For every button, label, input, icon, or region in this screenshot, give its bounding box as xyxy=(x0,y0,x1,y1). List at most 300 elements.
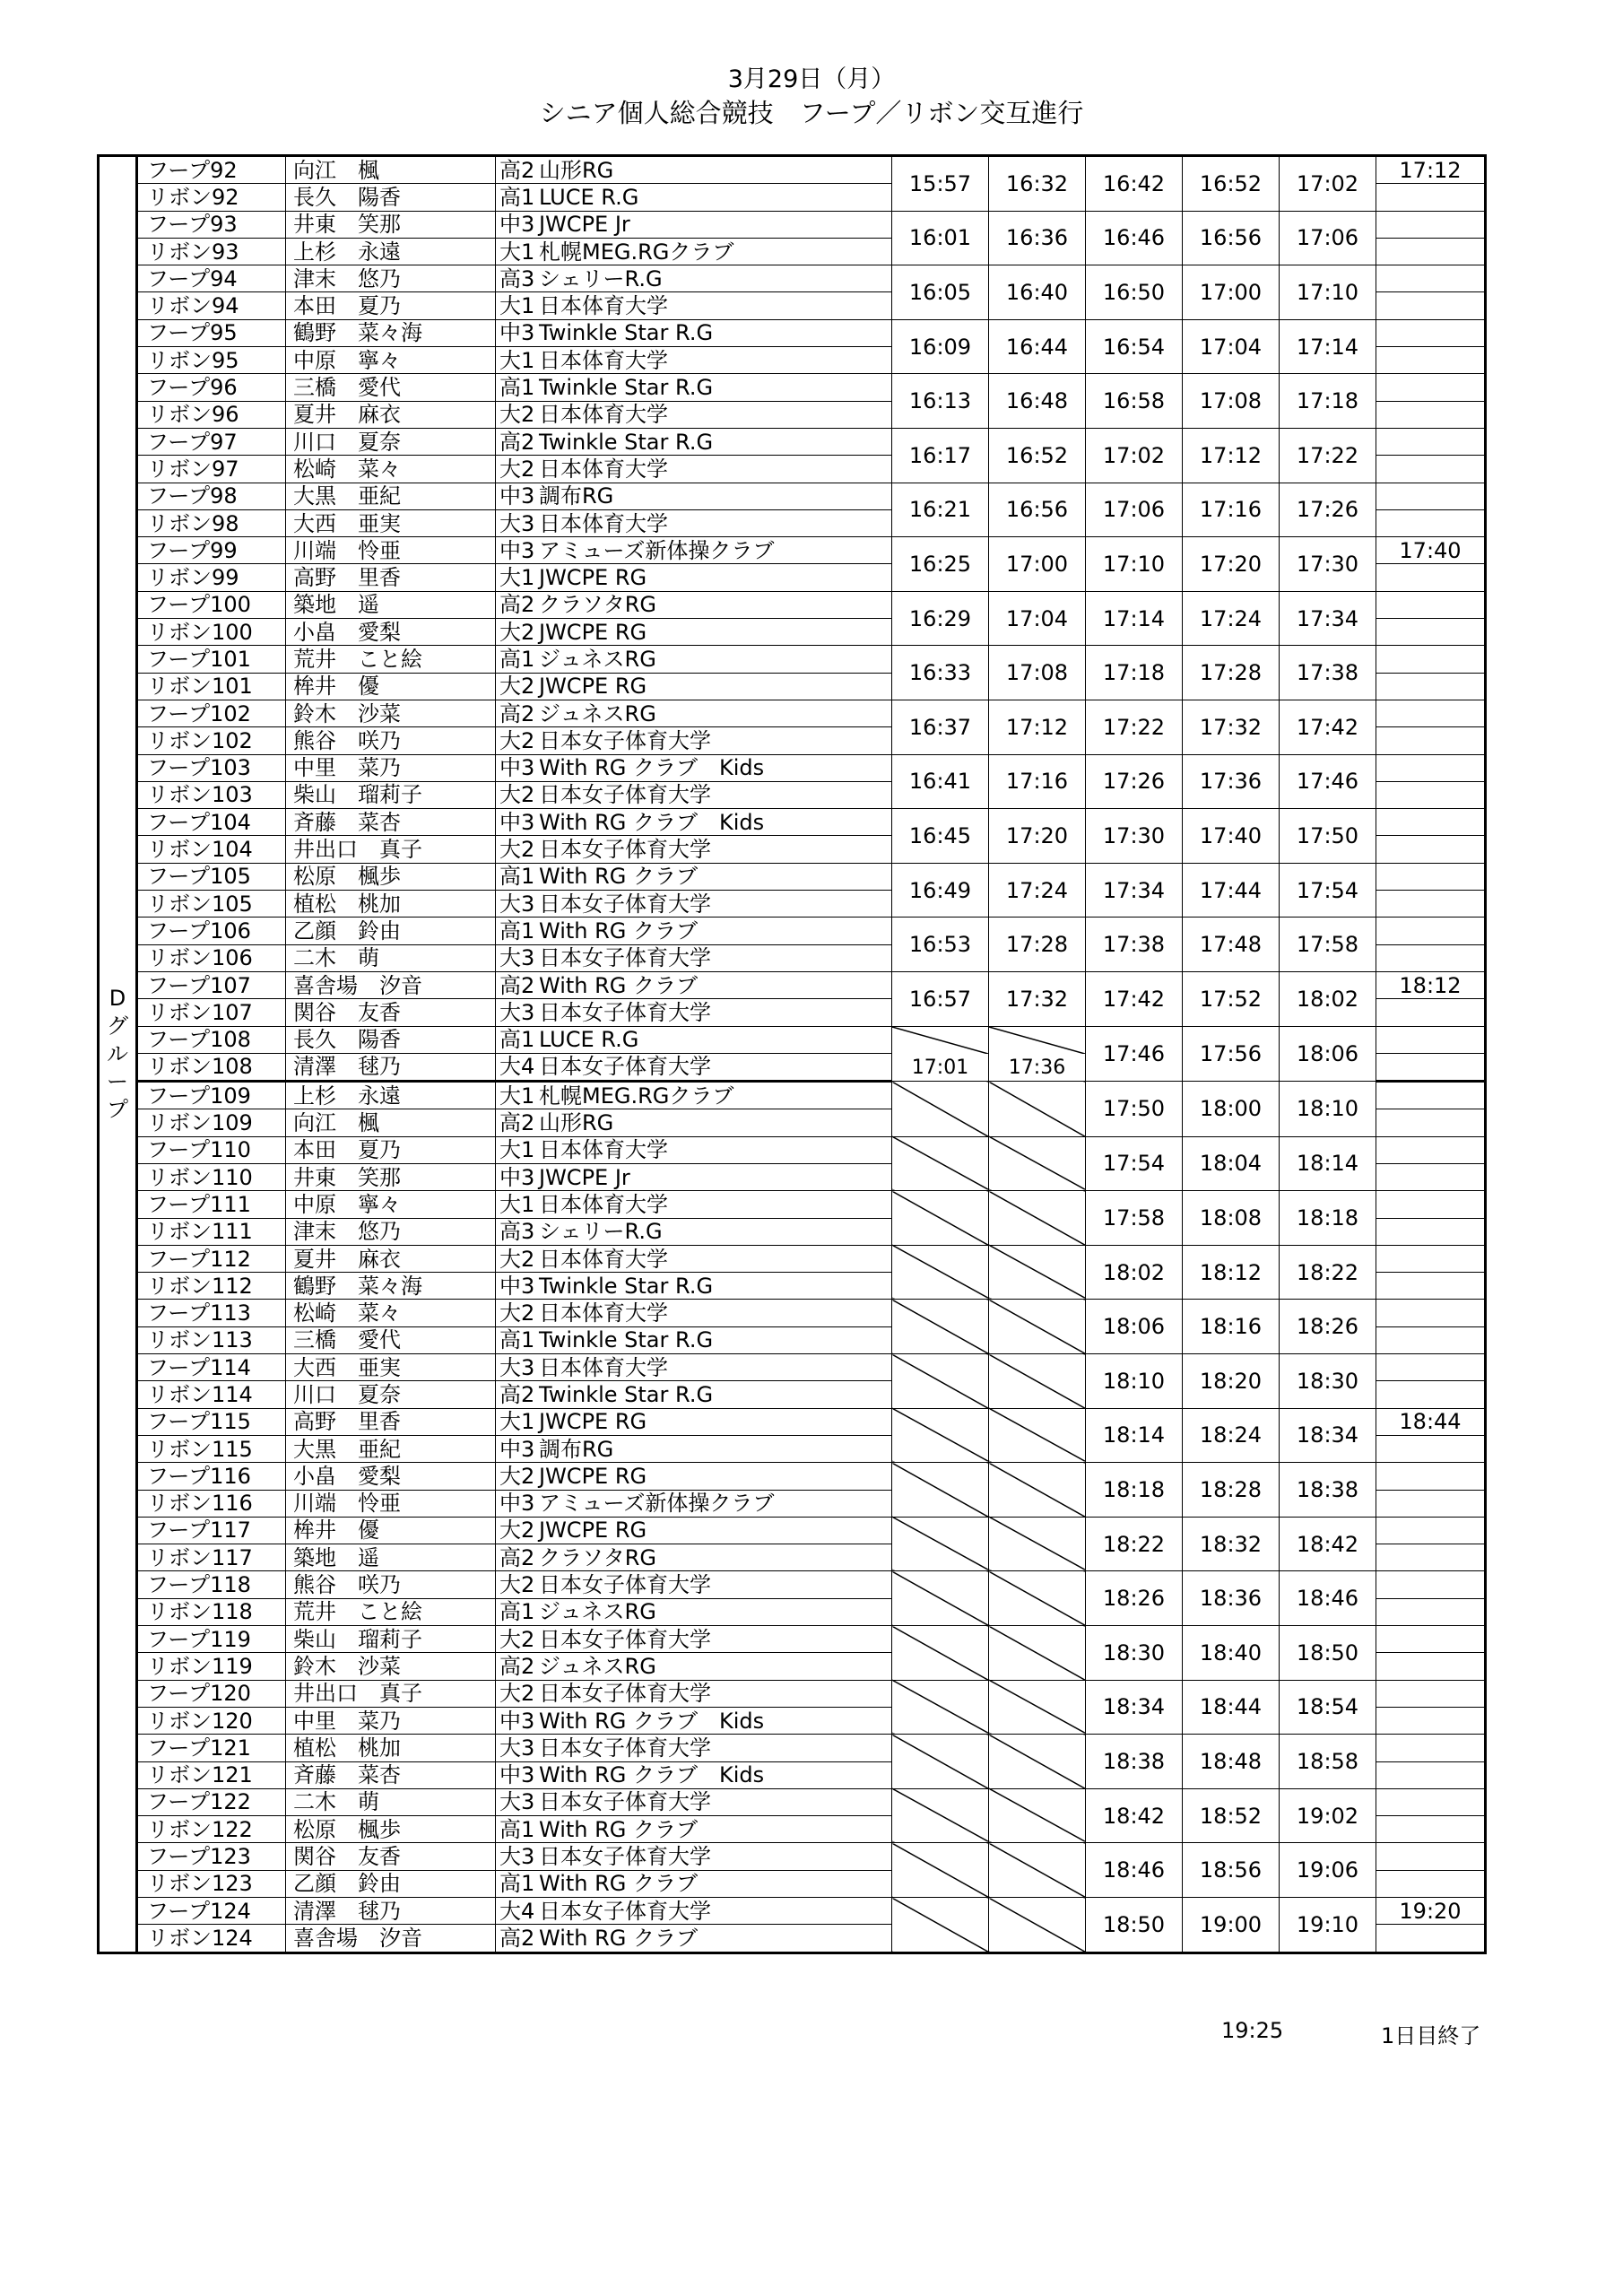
athlete-name: 大西 亜実 xyxy=(286,1354,496,1381)
event-cell: フープ98 xyxy=(137,483,286,509)
time-cell: 16:50 xyxy=(1086,265,1183,320)
athlete-name: 小畠 愛梨 xyxy=(286,619,496,646)
time-cell: 17:16 xyxy=(1183,483,1280,537)
time-cell-empty xyxy=(989,1735,1086,1789)
time-cell-empty xyxy=(892,1408,989,1463)
end-time-cell xyxy=(1376,1925,1486,1952)
grade-cell: 高2 xyxy=(496,591,538,618)
club-name: 調布RG xyxy=(537,1435,892,1462)
time-cell-empty xyxy=(989,1191,1086,1246)
time-cell: 16:58 xyxy=(1086,374,1183,429)
event-cell: フープ103 xyxy=(137,754,286,781)
club-name: ジュネスRG xyxy=(537,1598,892,1625)
grade-cell: 大3 xyxy=(496,999,538,1026)
event-cell: リボン93 xyxy=(137,238,286,265)
club-name: JWCPE RG xyxy=(537,1408,892,1435)
final-time: 19:25 xyxy=(1221,2018,1284,2043)
end-time-cell xyxy=(1376,646,1486,673)
club-name: With RG クラブ xyxy=(537,918,892,944)
event-cell: リボン111 xyxy=(137,1218,286,1245)
time-cell-empty xyxy=(989,1843,1086,1898)
time-cell: 17:24 xyxy=(989,863,1086,918)
time-cell: 17:00 xyxy=(989,537,1086,592)
end-time-cell xyxy=(1376,1245,1486,1272)
time-cell-empty xyxy=(892,1898,989,1953)
club-name: 日本女子体育大学 xyxy=(537,1571,892,1598)
club-name: 日本女子体育大学 xyxy=(537,891,892,918)
event-cell: リボン108 xyxy=(137,1053,286,1081)
event-cell: リボン100 xyxy=(137,619,286,646)
time-cell: 18:52 xyxy=(1183,1788,1280,1843)
grade-cell: 高1 xyxy=(496,184,538,211)
grade-cell: 高1 xyxy=(496,374,538,401)
time-cell: 17:26 xyxy=(1086,754,1183,809)
athlete-name: 清澤 毬乃 xyxy=(286,1053,496,1081)
end-time-cell xyxy=(1376,619,1486,646)
grade-cell: 大1 xyxy=(496,238,538,265)
event-cell: フープ105 xyxy=(137,863,286,890)
club-name: 日本女子体育大学 xyxy=(537,836,892,863)
end-time-cell xyxy=(1376,1598,1486,1625)
table-row xyxy=(99,1788,1486,1815)
athlete-name: 乙顔 鈴由 xyxy=(286,918,496,944)
time-cell: 17:00 xyxy=(1183,265,1280,320)
end-time-cell xyxy=(1376,1082,1486,1109)
table-row xyxy=(99,1245,1486,1272)
event-cell: リボン104 xyxy=(137,836,286,863)
event-cell: リボン101 xyxy=(137,673,286,700)
time-cell: 18:46 xyxy=(1280,1571,1376,1626)
time-cell: 18:18 xyxy=(1086,1463,1183,1518)
athlete-name: 築地 遥 xyxy=(286,1544,496,1571)
athlete-name: 関谷 友香 xyxy=(286,999,496,1026)
grade-cell: 大2 xyxy=(496,1680,538,1707)
grade-cell: 高3 xyxy=(496,265,538,292)
athlete-name: 二木 萌 xyxy=(286,1788,496,1815)
time-cell: 17:38 xyxy=(1086,918,1183,972)
end-time-cell xyxy=(1376,211,1486,238)
time-cell: 17:08 xyxy=(1183,374,1280,429)
end-time-cell xyxy=(1376,1653,1486,1680)
time-cell-empty xyxy=(892,1626,989,1681)
time-cell: 16:53 xyxy=(892,918,989,972)
athlete-name: 井出口 真子 xyxy=(286,836,496,863)
event-cell: フープ97 xyxy=(137,428,286,455)
grade-cell: 高1 xyxy=(496,1598,538,1625)
club-name: アミューズ新体操クラブ xyxy=(537,537,892,564)
grade-cell: 大2 xyxy=(496,673,538,700)
grade-cell: 大2 xyxy=(496,619,538,646)
end-time-cell: 18:12 xyxy=(1376,971,1486,998)
event-cell: フープ101 xyxy=(137,646,286,673)
table-row xyxy=(99,1571,1486,1598)
time-cell: 19:02 xyxy=(1280,1788,1376,1843)
club-name: Twinkle Star R.G xyxy=(537,319,892,346)
athlete-name: 植松 桃加 xyxy=(286,891,496,918)
time-cell: 16:46 xyxy=(1086,211,1183,265)
end-time-cell xyxy=(1376,944,1486,971)
time-cell: 17:08 xyxy=(989,646,1086,700)
time-cell-empty xyxy=(989,1408,1086,1463)
grade-cell: 高2 xyxy=(496,1544,538,1571)
time-cell: 18:18 xyxy=(1280,1191,1376,1246)
end-time-cell xyxy=(1376,1053,1486,1081)
time-cell: 17:02 xyxy=(1280,156,1376,212)
time-cell-empty xyxy=(989,1136,1086,1191)
club-name: Twinkle Star R.G xyxy=(537,428,892,455)
event-cell: リボン97 xyxy=(137,456,286,483)
athlete-name: 築地 遥 xyxy=(286,591,496,618)
grade-cell: 中3 xyxy=(496,1761,538,1788)
time-cell-empty xyxy=(989,1626,1086,1681)
table-row xyxy=(99,1843,1486,1870)
athlete-name: 松原 楓歩 xyxy=(286,1816,496,1843)
grade-cell: 大2 xyxy=(496,727,538,754)
end-time-cell xyxy=(1376,891,1486,918)
time-cell: 17:30 xyxy=(1280,537,1376,592)
end-time-cell xyxy=(1376,673,1486,700)
athlete-name: 本田 夏乃 xyxy=(286,1136,496,1163)
end-time-cell xyxy=(1376,374,1486,401)
time-cell: 16:45 xyxy=(892,809,989,864)
grade-cell: 大2 xyxy=(496,1463,538,1490)
time-cell-empty xyxy=(989,1463,1086,1518)
table-row xyxy=(99,374,1486,401)
club-name: Twinkle Star R.G xyxy=(537,1381,892,1408)
time-cell-empty xyxy=(892,1082,989,1137)
grade-cell: 大3 xyxy=(496,1843,538,1870)
athlete-name: 斉藤 菜杏 xyxy=(286,1761,496,1788)
table-row xyxy=(99,918,1486,944)
athlete-name: 大黒 亜紀 xyxy=(286,1435,496,1462)
time-cell: 17:34 xyxy=(1280,591,1376,646)
club-name: 日本女子体育大学 xyxy=(537,781,892,808)
grade-cell: 大3 xyxy=(496,1354,538,1381)
time-cell-empty xyxy=(892,1680,989,1735)
time-cell: 18:58 xyxy=(1280,1735,1376,1789)
time-cell-empty xyxy=(892,1463,989,1518)
club-name: シェリーR.G xyxy=(537,1218,892,1245)
time-cell: 16:32 xyxy=(989,156,1086,212)
event-cell: フープ116 xyxy=(137,1463,286,1490)
event-cell: フープ117 xyxy=(137,1517,286,1544)
club-name: 日本体育大学 xyxy=(537,401,892,428)
club-name: With RG クラブ Kids xyxy=(537,754,892,781)
end-time-cell xyxy=(1376,700,1486,726)
club-name: 日本体育大学 xyxy=(537,1136,892,1163)
club-name: 札幌MEG.RGクラブ xyxy=(537,238,892,265)
time-cell: 16:40 xyxy=(989,265,1086,320)
grade-cell: 大3 xyxy=(496,944,538,971)
end-time-cell xyxy=(1376,1490,1486,1517)
club-name: 山形RG xyxy=(537,1109,892,1136)
time-cell-empty xyxy=(892,1517,989,1571)
athlete-name: 熊谷 咲乃 xyxy=(286,1571,496,1598)
grade-cell: 大4 xyxy=(496,1053,538,1081)
time-cell: 18:02 xyxy=(1086,1245,1183,1300)
time-cell-empty xyxy=(989,1354,1086,1409)
event-cell: リボン105 xyxy=(137,891,286,918)
time-cell: 18:10 xyxy=(1280,1082,1376,1137)
grade-cell: 中3 xyxy=(496,1163,538,1190)
grade-cell: 高2 xyxy=(496,1925,538,1952)
event-cell: リボン122 xyxy=(137,1816,286,1843)
time-cell-empty xyxy=(892,1788,989,1843)
athlete-name: 荒井 こと絵 xyxy=(286,646,496,673)
athlete-name: 本田 夏乃 xyxy=(286,292,496,319)
time-cell: 17:06 xyxy=(1280,211,1376,265)
end-time-cell xyxy=(1376,184,1486,211)
end-time-cell xyxy=(1376,564,1486,591)
athlete-name: 大西 亜実 xyxy=(286,509,496,536)
time-cell: 17:42 xyxy=(1280,700,1376,754)
athlete-name: 松原 楓歩 xyxy=(286,863,496,890)
grade-cell: 大2 xyxy=(496,401,538,428)
time-cell: 18:10 xyxy=(1086,1354,1183,1409)
time-cell: 16:17 xyxy=(892,428,989,483)
grade-cell: 大1 xyxy=(496,347,538,374)
time-cell: 17:40 xyxy=(1183,809,1280,864)
time-cell: 18:24 xyxy=(1183,1408,1280,1463)
table-row xyxy=(99,646,1486,673)
grade-cell: 高2 xyxy=(496,1653,538,1680)
table-row xyxy=(99,1082,1486,1109)
club-name: With RG クラブ xyxy=(537,1816,892,1843)
time-cell: 17:54 xyxy=(1280,863,1376,918)
athlete-name: 鈴木 沙菜 xyxy=(286,1653,496,1680)
club-name: 日本女子体育大学 xyxy=(537,1735,892,1761)
grade-cell: 大3 xyxy=(496,1788,538,1815)
athlete-name: 中原 寧々 xyxy=(286,347,496,374)
event-cell: フープ121 xyxy=(137,1735,286,1761)
grade-cell: 大1 xyxy=(496,1191,538,1218)
table-row xyxy=(99,1300,1486,1326)
end-time-cell xyxy=(1376,918,1486,944)
time-cell-empty xyxy=(892,1136,989,1191)
club-name: 日本女子体育大学 xyxy=(537,727,892,754)
athlete-name: 井東 笑那 xyxy=(286,211,496,238)
event-cell: フープ124 xyxy=(137,1898,286,1925)
end-time-cell xyxy=(1376,1463,1486,1490)
end-time-cell: 17:40 xyxy=(1376,537,1486,564)
athlete-name: 小畠 愛梨 xyxy=(286,1463,496,1490)
time-cell-empty xyxy=(989,1898,1086,1953)
time-cell: 17:20 xyxy=(1183,537,1280,592)
athlete-name: 中原 寧々 xyxy=(286,1191,496,1218)
event-cell: フープ95 xyxy=(137,319,286,346)
event-cell: フープ113 xyxy=(137,1300,286,1326)
end-time-cell xyxy=(1376,428,1486,455)
event-cell: リボン121 xyxy=(137,1761,286,1788)
end-time-cell xyxy=(1376,1326,1486,1353)
time-cell: 16:52 xyxy=(989,428,1086,483)
table-row xyxy=(99,700,1486,726)
club-name: JWCPE RG xyxy=(537,673,892,700)
end-time-cell xyxy=(1376,809,1486,836)
end-time-cell xyxy=(1376,292,1486,319)
time-cell-empty xyxy=(892,1735,989,1789)
end-time-cell xyxy=(1376,319,1486,346)
grade-cell: 高1 xyxy=(496,863,538,890)
club-name: Twinkle Star R.G xyxy=(537,1273,892,1300)
event-cell: フープ104 xyxy=(137,809,286,836)
athlete-name: 清澤 毬乃 xyxy=(286,1898,496,1925)
end-time-cell xyxy=(1376,781,1486,808)
grade-cell: 高2 xyxy=(496,156,538,184)
grade-cell: 高1 xyxy=(496,1026,538,1053)
end-time-cell xyxy=(1376,456,1486,483)
time-cell: 18:42 xyxy=(1086,1788,1183,1843)
end-time-cell xyxy=(1376,1109,1486,1136)
athlete-name: 桙井 優 xyxy=(286,673,496,700)
end-time-cell xyxy=(1376,1788,1486,1815)
time-cell: 18:20 xyxy=(1183,1354,1280,1409)
time-cell: 17:46 xyxy=(1086,1026,1183,1082)
time-cell: 18:42 xyxy=(1280,1517,1376,1571)
time-cell: 16:09 xyxy=(892,319,989,374)
event-cell: リボン113 xyxy=(137,1326,286,1353)
event-cell: リボン112 xyxy=(137,1273,286,1300)
grade-cell: 大2 xyxy=(496,456,538,483)
club-name: 日本体育大学 xyxy=(537,347,892,374)
table-row xyxy=(99,1517,1486,1544)
grade-cell: 大3 xyxy=(496,891,538,918)
event-cell: フープ109 xyxy=(137,1082,286,1109)
athlete-name: 柴山 瑠莉子 xyxy=(286,781,496,808)
grade-cell: 中3 xyxy=(496,483,538,509)
end-time-cell xyxy=(1376,1626,1486,1653)
time-cell: 17:12 xyxy=(1183,428,1280,483)
grade-cell: 中3 xyxy=(496,754,538,781)
end-time-cell xyxy=(1376,1136,1486,1163)
grade-cell: 中3 xyxy=(496,809,538,836)
time-cell: 18:46 xyxy=(1086,1843,1183,1898)
time-cell-empty xyxy=(892,1571,989,1626)
end-time-cell xyxy=(1376,1273,1486,1300)
time-cell-struck xyxy=(989,1026,1086,1082)
time-cell: 17:36 xyxy=(1183,754,1280,809)
grade-cell: 大2 xyxy=(496,1626,538,1653)
time-cell: 18:14 xyxy=(1280,1136,1376,1191)
event-cell: フープ94 xyxy=(137,265,286,292)
time-cell: 17:52 xyxy=(1183,971,1280,1026)
club-name: アミューズ新体操クラブ xyxy=(537,1490,892,1517)
event-cell: リボン94 xyxy=(137,292,286,319)
time-cell: 17:24 xyxy=(1183,591,1280,646)
end-time-cell: 17:12 xyxy=(1376,156,1486,184)
athlete-name: 中里 菜乃 xyxy=(286,1707,496,1734)
event-cell: フープ110 xyxy=(137,1136,286,1163)
athlete-name: 鶴野 菜々海 xyxy=(286,1273,496,1300)
time-cell-empty xyxy=(989,1300,1086,1354)
time-cell-empty xyxy=(989,1571,1086,1626)
grade-cell: 中3 xyxy=(496,1490,538,1517)
time-cell: 18:34 xyxy=(1086,1680,1183,1735)
end-time-cell xyxy=(1376,1300,1486,1326)
time-cell: 16:44 xyxy=(989,319,1086,374)
time-cell: 17:10 xyxy=(1086,537,1183,592)
time-cell: 17:18 xyxy=(1280,374,1376,429)
time-cell: 18:38 xyxy=(1280,1463,1376,1518)
club-name: JWCPE RG xyxy=(537,619,892,646)
time-cell: 17:34 xyxy=(1086,863,1183,918)
table-row xyxy=(99,428,1486,455)
athlete-name: 熊谷 咲乃 xyxy=(286,727,496,754)
time-cell: 16:05 xyxy=(892,265,989,320)
time-cell: 17:58 xyxy=(1280,918,1376,972)
time-cell: 17:22 xyxy=(1086,700,1183,754)
club-name: 日本体育大学 xyxy=(537,1191,892,1218)
time-cell: 18:12 xyxy=(1183,1245,1280,1300)
time-cell-empty xyxy=(989,1245,1086,1300)
club-name: 日本女子体育大学 xyxy=(537,1843,892,1870)
table-row xyxy=(99,1191,1486,1218)
time-cell: 17:18 xyxy=(1086,646,1183,700)
time-cell: 19:06 xyxy=(1280,1843,1376,1898)
athlete-name: 高野 里香 xyxy=(286,1408,496,1435)
table-row xyxy=(99,863,1486,890)
event-cell: フープ102 xyxy=(137,700,286,726)
table-row xyxy=(99,1354,1486,1381)
club-name: 日本体育大学 xyxy=(537,456,892,483)
club-name: クラソタRG xyxy=(537,1544,892,1571)
athlete-name: 鶴野 菜々海 xyxy=(286,319,496,346)
athlete-name: 鈴木 沙菜 xyxy=(286,700,496,726)
time-cell: 16:52 xyxy=(1183,156,1280,212)
table-row xyxy=(99,809,1486,836)
end-time-cell xyxy=(1376,863,1486,890)
time-cell: 17:42 xyxy=(1086,971,1183,1026)
event-cell: リボン96 xyxy=(137,401,286,428)
athlete-name: 松崎 菜々 xyxy=(286,456,496,483)
time-cell: 17:30 xyxy=(1086,809,1183,864)
time-cell: 16:56 xyxy=(1183,211,1280,265)
time-cell: 17:46 xyxy=(1280,754,1376,809)
club-name: 日本女子体育大学 xyxy=(537,999,892,1026)
time-cell-empty xyxy=(989,1788,1086,1843)
grade-cell: 高1 xyxy=(496,1816,538,1843)
time-cell: 16:21 xyxy=(892,483,989,537)
time-cell: 18:26 xyxy=(1280,1300,1376,1354)
athlete-name: 喜舎場 汐音 xyxy=(286,1925,496,1952)
event-cell: リボン124 xyxy=(137,1925,286,1952)
grade-cell: 高1 xyxy=(496,646,538,673)
athlete-name: 高野 里香 xyxy=(286,564,496,591)
grade-cell: 大1 xyxy=(496,564,538,591)
athlete-name: 三橋 愛代 xyxy=(286,374,496,401)
time-cell: 15:57 xyxy=(892,156,989,212)
time-cell: 18:04 xyxy=(1183,1136,1280,1191)
end-time-cell xyxy=(1376,1571,1486,1598)
grade-cell: 中3 xyxy=(496,537,538,564)
time-cell: 16:41 xyxy=(892,754,989,809)
time-cell-empty xyxy=(892,1191,989,1246)
grade-cell: 大2 xyxy=(496,1300,538,1326)
club-name: シェリーR.G xyxy=(537,265,892,292)
end-time-cell xyxy=(1376,1544,1486,1571)
athlete-name: 大黒 亜紀 xyxy=(286,483,496,509)
table-row xyxy=(99,319,1486,346)
end-time-cell xyxy=(1376,999,1486,1026)
athlete-name: 長久 陽香 xyxy=(286,1026,496,1053)
athlete-name: 桙井 優 xyxy=(286,1517,496,1544)
time-cell: 18:32 xyxy=(1183,1517,1280,1571)
time-cell: 17:28 xyxy=(989,918,1086,972)
time-cell: 18:38 xyxy=(1086,1735,1183,1789)
club-name: JWCPE Jr xyxy=(537,211,892,238)
grade-cell: 中3 xyxy=(496,1273,538,1300)
athlete-name: 川口 夏奈 xyxy=(286,428,496,455)
